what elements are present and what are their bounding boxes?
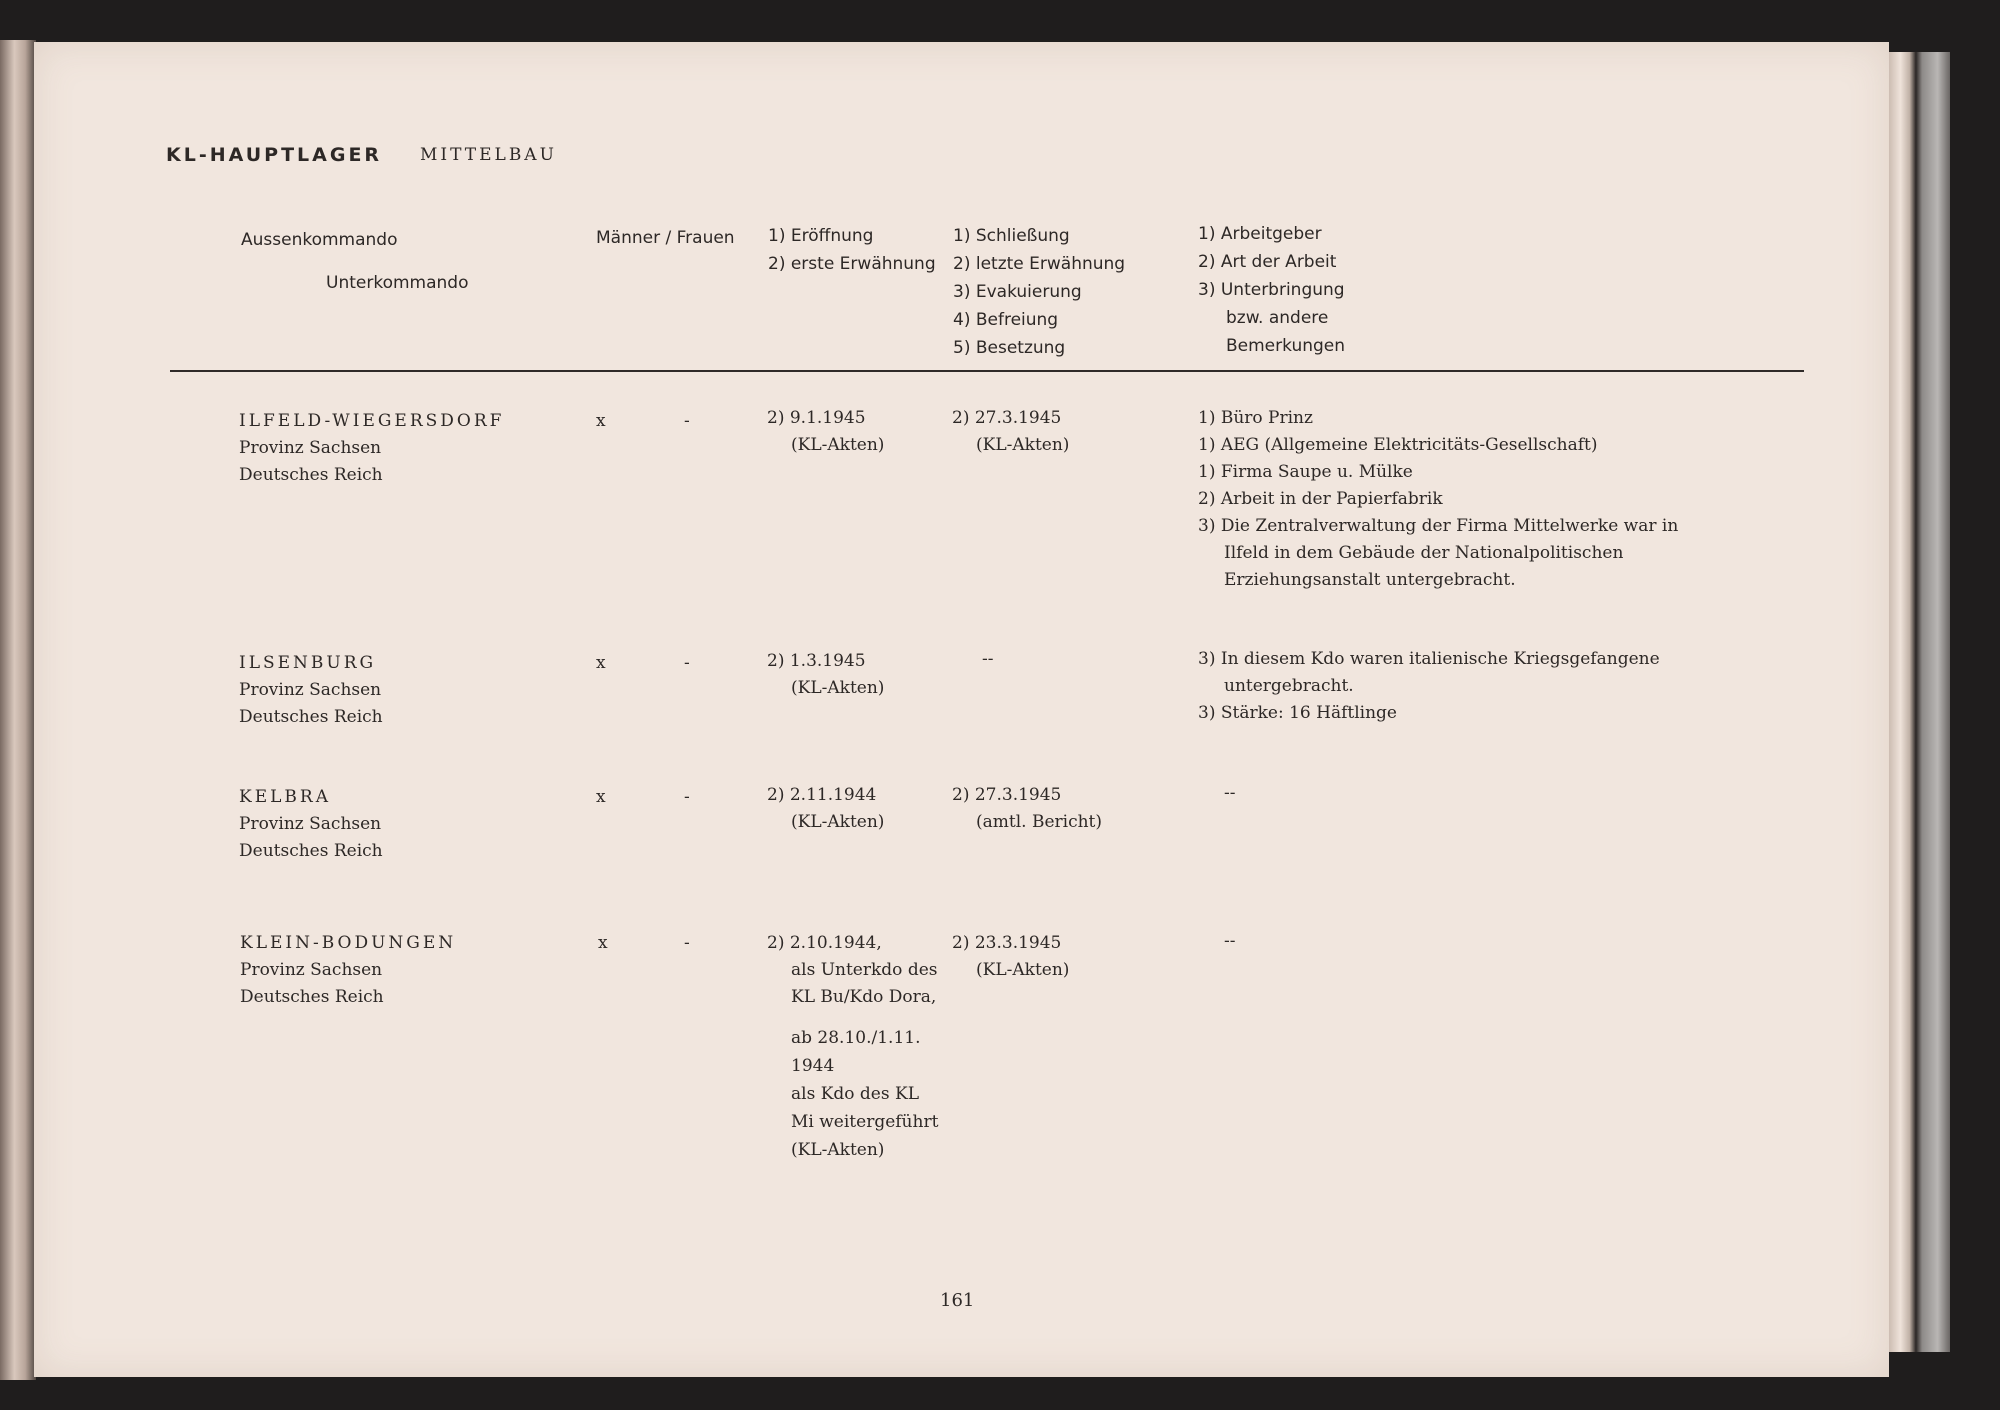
row-klein-bodungen-maenner: x bbox=[598, 933, 608, 953]
column-header-maenner-frauen: Männer / Frauen bbox=[596, 228, 735, 248]
book-spine-left bbox=[0, 40, 36, 1380]
column-header-aussenkommando: Aussenkommando bbox=[241, 230, 398, 250]
column-header-unterkommando: Unterkommando bbox=[326, 273, 469, 293]
row-kelbra-schliessung: 2) 27.3.1945 (amtl. Bericht) bbox=[952, 785, 1103, 832]
row-kelbra-name: KELBRA Provinz Sachsen Deutsches Reich bbox=[239, 787, 383, 861]
row-klein-bodungen-eroeffnung-cont: ab 28.10./1.11. 1944 als Kdo des KL Mi weitergeführt (KL-Akten) bbox=[791, 1028, 939, 1160]
book-page bbox=[34, 42, 1889, 1377]
column-header-arbeitgeber: 1) Arbeitgeber 2) Art der Arbeit 3) Unterbringung bzw. andere Bemerkungen bbox=[1198, 224, 1346, 356]
row-ilfeld-frauen: - bbox=[684, 411, 690, 431]
header-rule bbox=[170, 370, 1804, 372]
row-kelbra-maenner: x bbox=[596, 787, 606, 807]
row-ilfeld-bemerkungen: 1) Büro Prinz 1) AEG (Allgemeine Elektricitäts-Gesellschaft) 1) Firma Saupe u. Mülke 2) Arbeit in der Papierfabrik 3) Die Zentralverwaltung der Firma Mittelwerke war in Ilfeld in dem Gebäude der Nationalpolitischen Erziehungsanstalt untergebracht. bbox=[1198, 408, 1679, 590]
row-kelbra-eroeffnung: 2) 2.11.1944 (KL-Akten) bbox=[767, 785, 885, 832]
row-klein-bodungen-schliessung: 2) 23.3.1945 (KL-Akten) bbox=[952, 933, 1070, 980]
book-page-edges-right bbox=[1888, 52, 1950, 1352]
row-kelbra-bemerkungen: -- bbox=[1224, 783, 1236, 803]
row-ilfeld-schliessung: 2) 27.3.1945 (KL-Akten) bbox=[952, 408, 1070, 455]
row-ilfeld-maenner: x bbox=[596, 411, 606, 431]
row-ilsenburg-frauen: - bbox=[684, 653, 690, 673]
row-kelbra-frauen: - bbox=[684, 787, 690, 807]
page-number: 161 bbox=[940, 1290, 975, 1311]
row-ilsenburg-bemerkungen: 3) In diesem Kdo waren italienische Kriegsgefangene untergebracht. 3) Stärke: 16 Häftlinge bbox=[1198, 649, 1660, 723]
row-klein-bodungen-eroeffnung: 2) 2.10.1944, als Unterkdo des KL Bu/Kdo Dora, bbox=[767, 933, 938, 1007]
row-ilfeld-name: ILFELD-WIEGERSDORF Provinz Sachsen Deutsches Reich bbox=[239, 411, 505, 485]
column-header-schliessung: 1) Schließung 2) letzte Erwähnung 3) Evakuierung 4) Befreiung 5) Besetzung bbox=[953, 226, 1126, 358]
row-klein-bodungen-bemerkungen: -- bbox=[1224, 931, 1236, 951]
row-klein-bodungen-frauen: - bbox=[684, 933, 690, 953]
header-title: KL-HAUPTLAGER bbox=[166, 144, 383, 166]
row-ilsenburg-name: ILSENBURG Provinz Sachsen Deutsches Reich bbox=[239, 653, 383, 727]
row-klein-bodungen-name: KLEIN-BODUNGEN Provinz Sachsen Deutsches Reich bbox=[240, 933, 457, 1007]
row-ilsenburg-maenner: x bbox=[596, 653, 606, 673]
row-ilsenburg-schliessung: -- bbox=[982, 649, 994, 669]
row-ilfeld-eroeffnung: 2) 9.1.1945 (KL-Akten) bbox=[767, 408, 885, 455]
column-header-eroeffnung: 1) Eröffnung 2) erste Erwähnung bbox=[768, 226, 936, 274]
row-ilsenburg-eroeffnung: 2) 1.3.1945 (KL-Akten) bbox=[767, 651, 885, 698]
header-subtitle: MITTELBAU bbox=[420, 145, 557, 165]
